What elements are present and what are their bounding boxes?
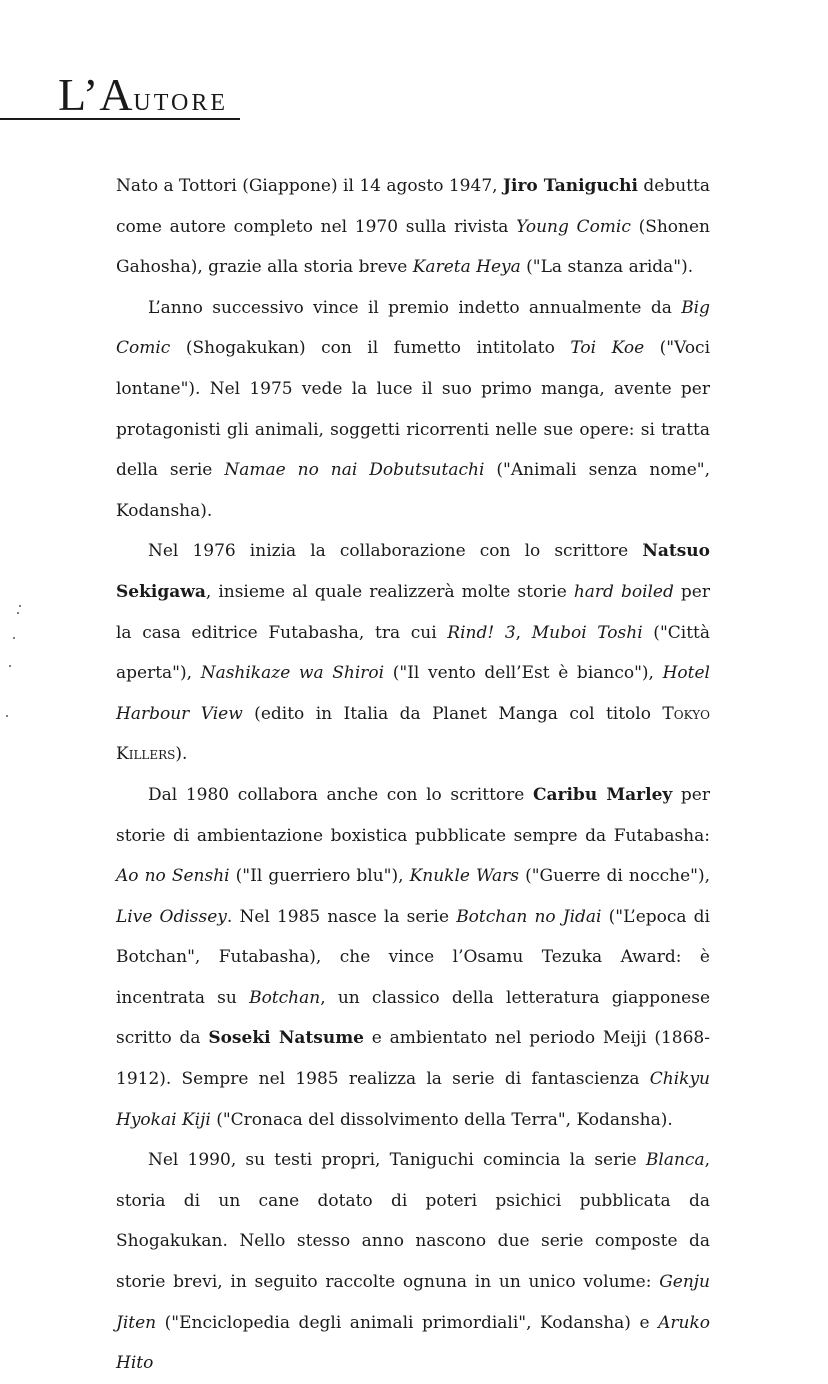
margin-speck — [6, 715, 8, 717]
title-italic: Botchan no Jidai — [456, 906, 602, 927]
name-bold: Caribu Marley — [532, 784, 673, 805]
text-run: debutta come autore completo nel 1970 sulla rivista — [116, 176, 710, 237]
margin-speck — [9, 665, 11, 667]
paragraph — [116, 531, 710, 775]
text-run: per la casa editrice Futabasha, tra cui — [116, 581, 710, 643]
text-run: ("Voci lontane"). Nel 1975 vede la luce il suo primo manga, avente per protagonisti gli animali, soggetti ricorrenti nelle sue opere: si tratta della serie — [116, 338, 711, 481]
title-italic: Live Odissey — [116, 906, 227, 927]
page-title-rest: utore — [133, 81, 228, 118]
title-italic: hard boiled — [573, 581, 674, 602]
text-run: ("Cronaca del dissolvimento della Terra", Kodansha). — [210, 1109, 673, 1130]
margin-speck — [17, 612, 19, 614]
paragraph — [116, 288, 710, 532]
paragraph — [116, 166, 710, 288]
text-run: , storia di un cane dotato di poteri psichici pubblicata da Shogakukan. Nello stesso anno nascono due serie composte da storie brevi, in seguito raccolte ognuna in un unico volume: — [116, 1150, 710, 1293]
text-run: (Shogakukan) con il fumetto intitolato — [170, 338, 571, 359]
title-italic: Rind! 3 — [447, 622, 516, 643]
text-run: per storie di ambientazione boxistica pubblicate sempre da Futabasha: — [116, 784, 710, 846]
text-run: ("Guerre di nocche"), — [519, 866, 710, 887]
title-italic: Botchan — [249, 987, 321, 1008]
title-italic: Kareta Heya — [412, 257, 521, 278]
text-run: ("Il vento dell’Est è bianco"), — [384, 663, 663, 684]
title-italic: Young Comic — [516, 216, 631, 237]
text-run: ("Animali senza nome", Kodansha). — [116, 460, 710, 521]
paragraph — [116, 1140, 710, 1384]
text-run: . Nel 1985 nasce la serie — [226, 906, 457, 927]
text-run: Dal 1980 collabora anche con lo scrittore — [148, 784, 533, 805]
title-italic: Hotel Harbour View — [116, 663, 710, 724]
text-run: , un classico della letteratura giapponese scritto da — [116, 987, 711, 1049]
text-run: , insieme al quale realizzerà molte storie — [205, 581, 574, 602]
title-italic: Aruko Hito — [116, 1312, 710, 1374]
text-run: ("Città aperta"), — [116, 622, 710, 684]
text-run: ("Enciclopedia degli animali primordiali", Kodansha) e — [156, 1312, 659, 1333]
name-bold: Jiro Taniguchi — [502, 176, 638, 196]
title-italic: Muboi Toshi — [531, 622, 643, 643]
biography-text — [116, 166, 710, 1384]
text-run: , — [515, 622, 532, 643]
title-italic: Nashikaze wa Shiroi — [200, 663, 385, 684]
text-run: (edito in Italia da Planet Manga col titolo — [242, 703, 663, 724]
paragraph — [116, 775, 710, 1140]
text-run: Nato a Tottori (Giappone) il 14 agosto 1947, — [116, 176, 503, 196]
margin-speck — [13, 637, 15, 639]
title-italic: Ao no Senshi — [116, 866, 230, 887]
text-run: ("La stanza arida"). — [520, 257, 694, 278]
text-run: Nel 1976 inizia la collaborazione con lo scrittore — [148, 541, 643, 562]
title-italic: Knukle Wars — [409, 866, 520, 887]
title-italic: Big Comic — [116, 297, 710, 359]
title-smallcaps: Tokyo Killers — [116, 703, 710, 765]
name-bold: Soseki Natsume — [208, 1028, 364, 1049]
margin-speck — [19, 605, 21, 607]
title-italic: Blanca — [645, 1150, 705, 1171]
text-run: ). — [175, 744, 188, 765]
text-run: ("L’epoca di Botchan", Futabasha), che vince l’Osamu Tezuka Award: è incentrata su — [116, 906, 710, 1008]
text-run: L’anno successivo vince il premio indetto annualmente da — [148, 297, 682, 318]
text-run: e ambientato nel periodo Meiji (1868-1912). Sempre nel 1985 realizza la serie di fantascienza — [116, 1028, 710, 1090]
title-italic: Genju Jiten — [116, 1272, 710, 1333]
title-italic: Chikyu Hyokai Kiji — [116, 1069, 710, 1130]
text-run: ("Il guerriero blu"), — [229, 866, 410, 887]
title-italic: Toi Koe — [570, 338, 645, 359]
text-run: (Shonen Gahosha), grazie alla storia breve — [116, 216, 710, 278]
page-title-initial: L’A — [58, 69, 134, 120]
name-bold: Natsuo Sekigawa — [116, 541, 710, 602]
text-run: Nel 1990, su testi propri, Taniguchi comincia la serie — [148, 1150, 646, 1171]
title-italic: Namae no nai Dobutsutachi — [224, 460, 485, 481]
